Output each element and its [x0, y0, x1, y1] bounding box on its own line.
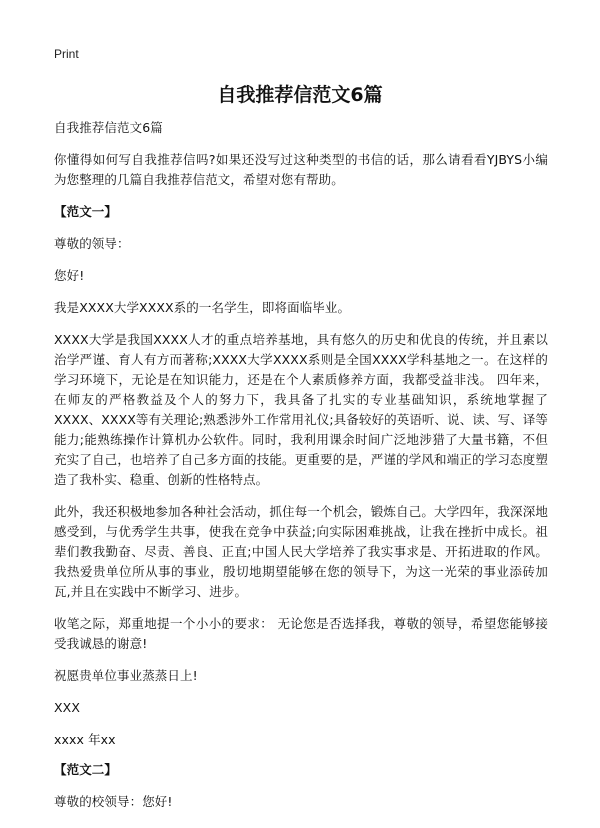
intro-paragraph: 你懂得如何写自我推荐信吗?如果还没写过这种类型的书信的话，那么请看看YJBYS小编为您整理的几篇自我推荐信范文，希望对您有帮助。 — [54, 152, 548, 187]
greeting-2: 尊敬的校领导：您好! — [54, 794, 173, 809]
paragraph-4: 收笔之际，郑重地提一个小小的要求： 无论您是否选择我，尊敬的领导，希望您能够接受我诚恳的谢意! — [54, 616, 548, 651]
document-title: 自我推荐信范文6篇 — [217, 84, 383, 106]
paragraph-2: XXXX大学是我国XXXX人才的重点培养基地，具有悠久的历史和优良的传统，并且素以治学严谨、育人有方而著称;XXXX大学XXXX系则是全国XXXX学科基地之一。在这样的学习环境下，无论是在知识能力，还是在个人素质修养方面，我都受益非浅。 四年来，在师友的严格教益及个人的努力下，我具备了扎实的专业基础知识，系统地掌握了XXXX、XXXX等有关理论;熟悉涉外工作常用礼仪;具备较好的英语听、说、读、写、译等能力;能熟练操作计算机办公软件。同时，我利用课余时间广泛地涉猎了大量书籍，不但充实了自己，也培养了自己多方面的技能。更重要的是，严谨的学风和端正的学习态度塑造了我朴实、稳重、创新的性格特点。 — [54, 332, 548, 487]
section-heading-2: 【范文二】 — [54, 762, 118, 777]
hello-line: 您好! — [54, 268, 85, 283]
paragraph-5: 祝愿贵单位事业蒸蒸日上! — [54, 668, 198, 683]
signature: XXX — [54, 700, 80, 715]
document-body — [54, 118, 548, 824]
subtitle: 自我推荐信范文6篇 — [54, 120, 163, 135]
paragraph-1: 我是XXXX大学XXXX系的一名学生，即将面临毕业。 — [54, 300, 351, 315]
paragraph-3: 此外，我还积极地参加各种社会活动，抓住每一个机会，锻炼自己。大学四年，我深深地感受到，与优秀学生共事，使我在竞争中获益;向实际困难挑战，让我在挫折中成长。祖辈们教我勤奋、尽责、善良、正直;中国人民大学培养了我实事求是、开拓进取的作风。 我热爱贵单位所从事的事业，殷切地期望能够在您的领导下，为这一光荣的事业添砖加瓦,并且在实践中不断学习、进步。 — [54, 504, 548, 599]
print-link[interactable]: Print — [54, 47, 79, 61]
greeting: 尊敬的领导： — [54, 236, 130, 251]
section-heading-1: 【范文一】 — [54, 204, 118, 219]
date-line: xxxx 年xx — [54, 732, 116, 747]
